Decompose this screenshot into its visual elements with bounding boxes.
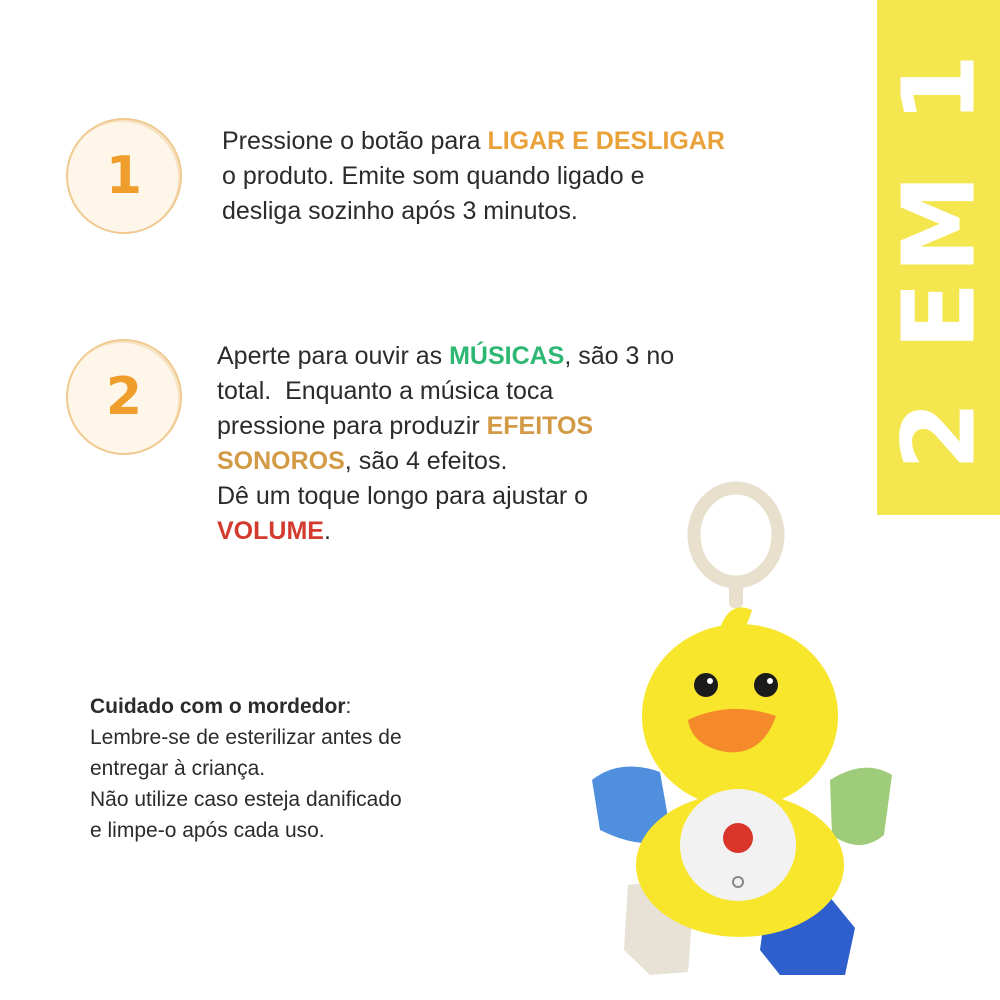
step-1-line-2: o produto. Emite som quando ligado e	[222, 162, 645, 190]
step-2-badge	[66, 339, 182, 455]
step-2-number: 2	[105, 367, 143, 427]
step-1-highlight: LIGAR E DESLIGAR	[487, 127, 725, 155]
care-line-3: Não utilize caso esteja danificado	[90, 788, 402, 811]
side-banner	[877, 0, 1000, 515]
step-1-text	[222, 124, 725, 229]
eye-right	[754, 673, 778, 697]
step-2-line-4-after: , são 4 efeitos.	[344, 447, 508, 475]
duck-toy-image	[580, 480, 900, 980]
step-2-volume-highlight: VOLUME	[217, 517, 324, 545]
teether-ring	[694, 488, 778, 582]
step-2-sonoros-highlight: SONOROS	[217, 447, 345, 475]
heart-music-icon	[723, 823, 753, 853]
step-2-line-5: Dê um toque longo para ajustar o	[217, 482, 589, 510]
eye-left	[694, 673, 718, 697]
ring-strap	[729, 578, 743, 608]
care-title: Cuidado com o mordedor	[90, 695, 346, 718]
step-2-line-1-before: Aperte para ouvir as	[217, 342, 450, 370]
care-notice	[90, 691, 510, 846]
step-2-musicas-highlight: MÚSICAS	[449, 342, 565, 370]
banner-text: 2 EM 1	[880, 45, 997, 470]
care-line-2: entregar à criança.	[90, 757, 266, 780]
care-line-4: e limpe-o após cada uso.	[90, 819, 325, 842]
wing-right	[830, 768, 892, 845]
step-1-badge	[66, 118, 182, 234]
step-2-line-1-after: , são 3 no	[564, 342, 675, 370]
step-2-line-6-after: .	[323, 517, 331, 545]
care-line-1: Lembre-se de esterilizar antes de	[90, 726, 402, 749]
step-1-text-before: Pressione o botão para	[222, 127, 488, 155]
step-1-line-3: desliga sozinho após 3 minutos.	[222, 197, 578, 225]
step-2-line-2: total. Enquanto a música toca	[217, 377, 554, 405]
step-2-efeitos-highlight: EFEITOS	[486, 412, 594, 440]
care-title-colon: :	[345, 695, 352, 718]
step-2-line-3-before: pressione para produzir	[217, 412, 487, 440]
step-1-number: 1	[105, 146, 143, 206]
